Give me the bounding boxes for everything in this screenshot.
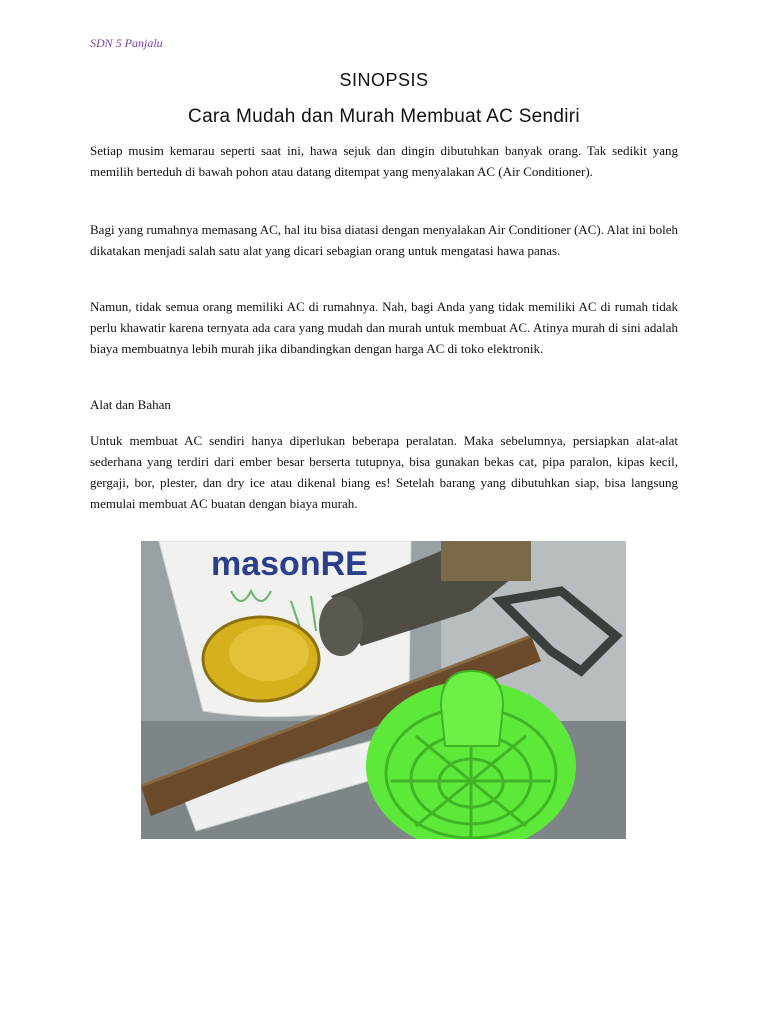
drill-hole-saw-inner (229, 625, 309, 681)
bucket-label: masonRE (211, 545, 368, 583)
fan-motor-housing (441, 671, 503, 746)
drill-chuck (319, 596, 363, 656)
paragraph-ac-owners: Bagi yang rumahnya memasang AC, hal itu bisa diatasi dengan menyalakan Air Conditioner (AC). Alat ini boleh dikatakan menjadi salah satu alat yang dicari sebagian orang untuk mengatasi hawa panas. (90, 222, 678, 258)
document-subtitle: Cara Mudah dan Murah Membuat AC Sendiri (188, 106, 580, 127)
tools-photo-illustration (141, 541, 626, 839)
paragraph-no-ac: Namun, tidak semua orang memiliki AC di rumahnya. Nah, bagi Anda yang tidak memiliki AC di rumah tidak perlu khawatir karena ternyata ada cara yang mudah dan murah untuk membuat AC. Atinya murah di sini adalah biaya membuatnya lebih murah jika dibandingkan dengan harga AC di toko elektronik. (90, 299, 678, 356)
section-heading-tools: Alat dan Bahan (90, 397, 171, 412)
paragraph-tools: Untuk membuat AC sendiri hanya diperlukan beberapa peralatan. Maka sebelumnya, persiapkan alat-alat sederhana yang terdiri dari ember besar berserta tutupnya, bisa gunakan bekas cat, pipa paralon, kipas kecil, gergaji, bor, plester, dan dry ice atau dikenal biang es! Setelah barang yang dibutuhkan siap, bisa langsung memulai membuat AC buatan dengan biaya murah. (90, 433, 678, 511)
drill-grip (441, 541, 531, 581)
school-name: SDN 5 Panjalu (90, 36, 163, 50)
document-title: SINOPSIS (339, 70, 429, 90)
paragraph-intro: Setiap musim kemarau seperti saat ini, hawa sejuk dan dingin dibutuhkan banyak orang. Tak sedikit yang memilih berteduh di bawah pohon atau datang ditempat yang menyalakan AC (Air Conditioner). (90, 143, 678, 179)
tools-photo (141, 541, 626, 839)
